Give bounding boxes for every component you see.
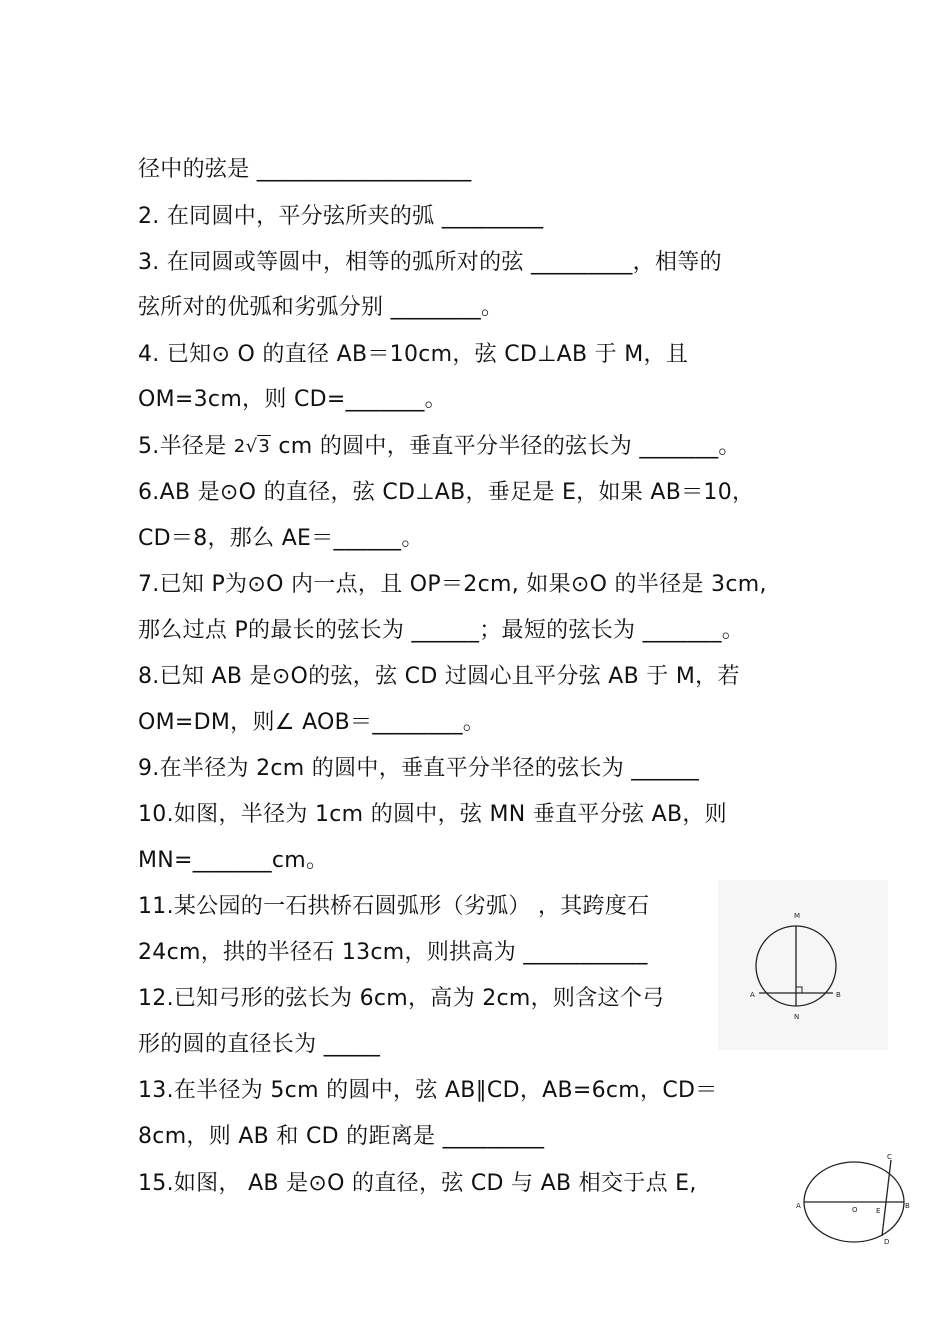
question-11: 11.某公园的一石拱桥石圆弧形（劣弧） ，其跨度石 bbox=[138, 894, 650, 919]
question-8: 8.已知 AB 是⊙O的弦，弦 CD 过圆心且平分弦 AB 于 M，若 bbox=[138, 664, 740, 689]
question-3-cont: 弦所对的优弧和劣弧分别 ________。 bbox=[138, 295, 504, 320]
label-b: B bbox=[905, 1202, 910, 1210]
question-6: 6.AB 是⊙O 的直径，弦 CD⊥AB，垂足是 E，如果 AB＝10， bbox=[138, 480, 755, 505]
question-7: 7.已知 P为⊙O 内一点，且 OP＝2cm, 如果⊙O 的半径是 3cm, bbox=[138, 572, 767, 597]
question-3: 3. 在同圆或等圆中，相等的弧所对的弦 _________，相等的 bbox=[138, 250, 722, 275]
figure-circle-ab-cd bbox=[790, 1150, 920, 1250]
question-8-cont: OM=DM，则∠ AOB＝________。 bbox=[138, 710, 486, 735]
question-12-cont: 形的圆的直径长为 _____ bbox=[138, 1032, 381, 1057]
question-11-cont: 24cm，拱的半径石 13cm，则拱高为 ___________ bbox=[138, 940, 648, 965]
question-15: 15.如图， AB 是⊙O 的直径，弦 CD 与 AB 相交于点 E, bbox=[138, 1171, 697, 1196]
question-10: 10.如图，半径为 1cm 的圆中，弦 MN 垂直平分弦 AB，则 bbox=[138, 802, 727, 827]
sqrt-radicand: 3 bbox=[258, 436, 271, 457]
question-4: 4. 已知⊙ O 的直径 AB＝10cm，弦 CD⊥AB 于 M，且 bbox=[138, 342, 689, 367]
label-e: E bbox=[876, 1207, 881, 1215]
question-7-cont: 那么过点 P的最长的弦长为 ______；最短的弦长为 _______。 bbox=[138, 618, 745, 643]
question-5-rest: cm 的圆中，垂直平分半径的弦长为 _______。 bbox=[278, 434, 741, 459]
question-13: 13.在半径为 5cm 的圆中，弦 AB∥CD，AB=6cm，CD＝ bbox=[138, 1078, 718, 1103]
label-m: M bbox=[794, 912, 801, 920]
label-b: B bbox=[836, 991, 841, 999]
question-5-prefix: 5.半径是 bbox=[138, 434, 234, 459]
label-o: O bbox=[852, 1206, 858, 1214]
question-5 bbox=[138, 433, 741, 461]
question-2: 2. 在同圆中，平分弦所夹的弧 _________ bbox=[138, 204, 544, 229]
question-6-cont: CD＝8，那么 AE＝______。 bbox=[138, 526, 424, 551]
label-d: D bbox=[884, 1238, 890, 1246]
figure-circle-ab-cd-svg bbox=[790, 1150, 920, 1250]
question-12: 12.已知弓形的弦长为 6cm，高为 2cm，则含这个弓 bbox=[138, 986, 665, 1011]
question-13-cont: 8cm，则 AB 和 CD 的距离是 _________ bbox=[138, 1124, 545, 1149]
label-n: N bbox=[794, 1013, 800, 1021]
sqrt-coefficient: 2 bbox=[233, 436, 246, 457]
sqrt-expression: 2√3 bbox=[233, 436, 271, 457]
question-9: 9.在半径为 2cm 的圆中，垂直平分半径的弦长为 ______ bbox=[138, 756, 700, 781]
figure-background bbox=[718, 880, 888, 1050]
figure-circle-mn-ab bbox=[718, 880, 888, 1050]
question-10-cont: MN=_______cm。 bbox=[138, 848, 329, 873]
figure-circle-mn-ab-svg bbox=[718, 880, 888, 1050]
label-a: A bbox=[750, 991, 755, 999]
label-a: A bbox=[796, 1202, 801, 1210]
question-4-cont: OM=3cm，则 CD=_______。 bbox=[138, 387, 447, 412]
label-c: C bbox=[887, 1153, 892, 1161]
text-line-1: 径中的弦是 ___________________ bbox=[138, 157, 472, 182]
